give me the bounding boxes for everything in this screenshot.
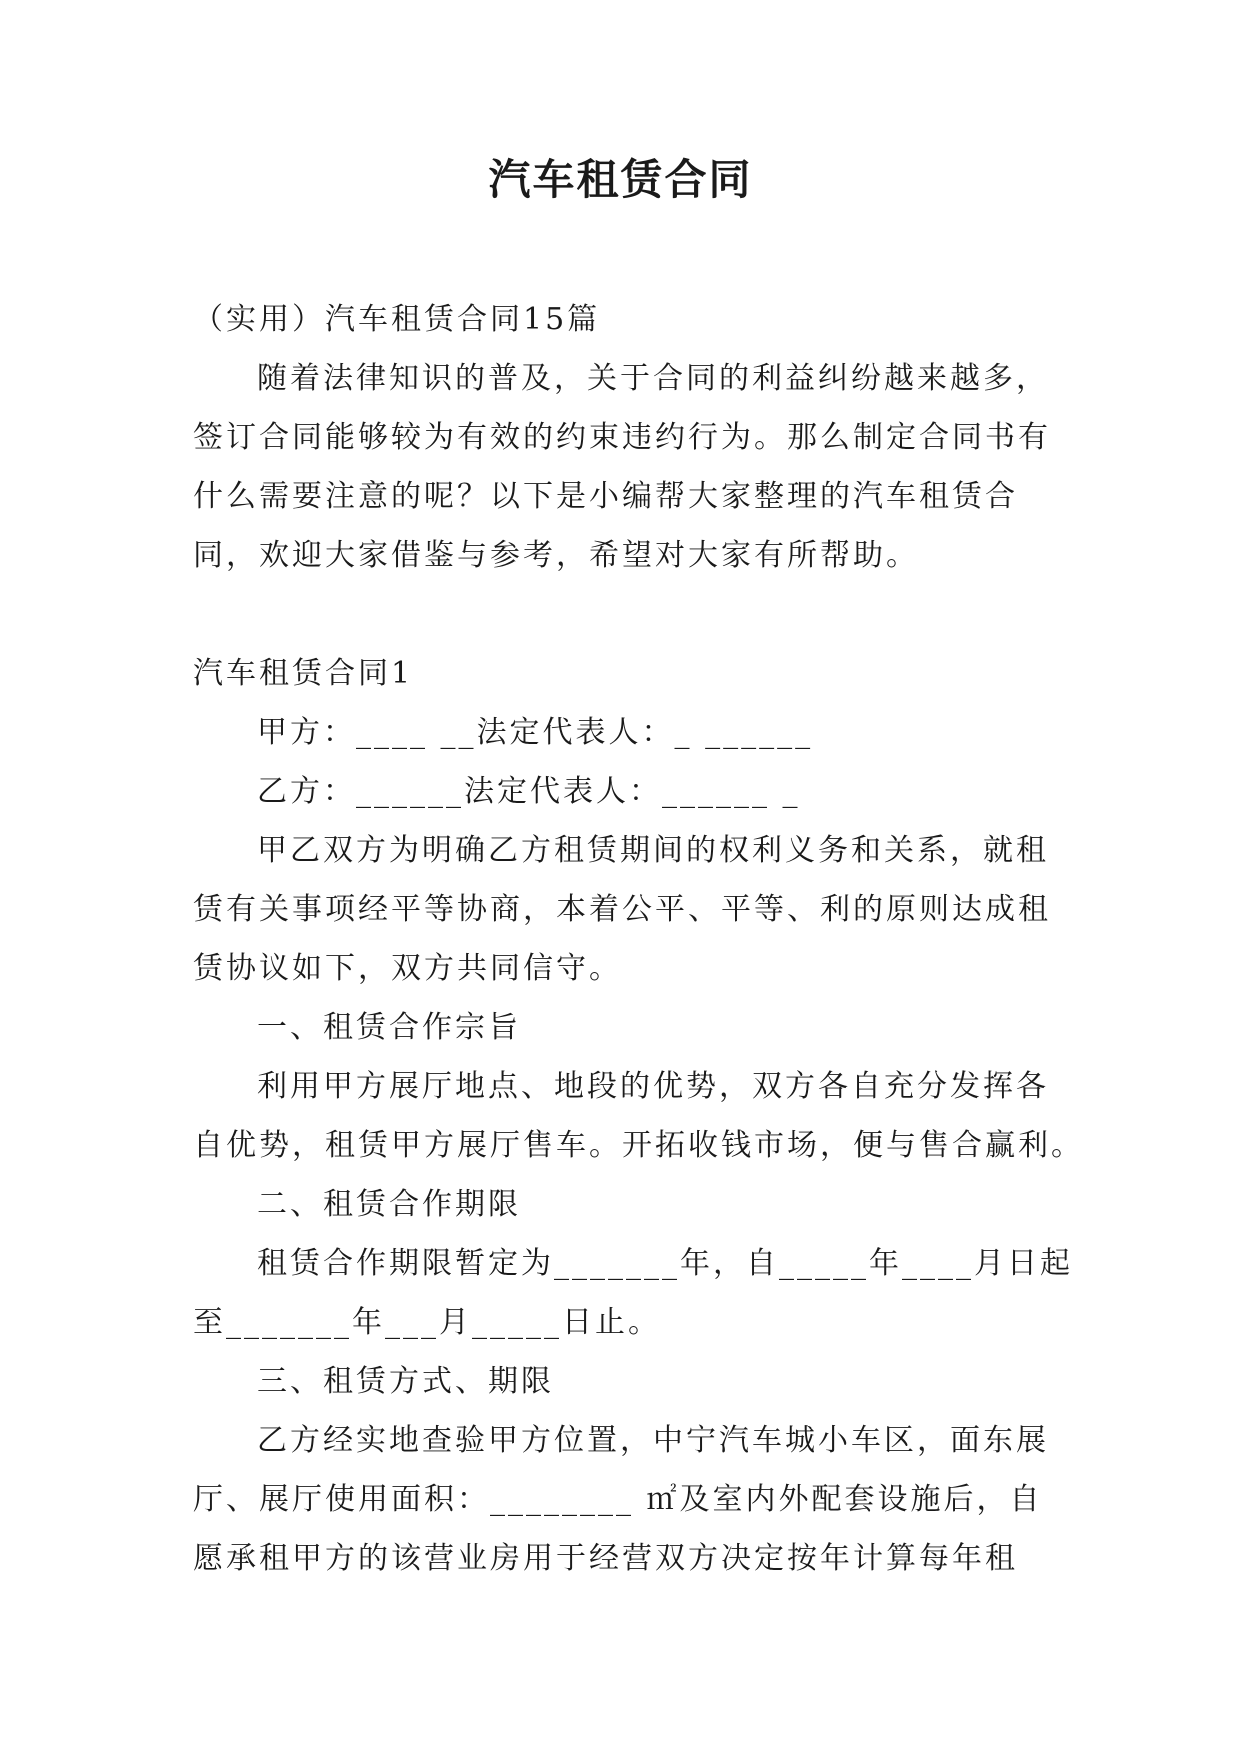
- paragraph-line: 同，欢迎大家借鉴与参考，希望对大家有所帮助。: [193, 538, 919, 573]
- document-title: 汽车租赁合同: [488, 155, 753, 204]
- clause-heading: 二、租赁合作期限: [257, 1187, 521, 1222]
- party-b-line: 乙方：______法定代表人：______ _: [257, 774, 801, 809]
- paragraph-line: 什么需要注意的呢？以下是小编帮大家整理的汽车租赁合: [193, 479, 1018, 514]
- paragraph-line: 愿承租甲方的该营业房用于经营双方决定按年计算每年租: [193, 1541, 1018, 1576]
- paragraph-line: 签订合同能够较为有效的约束违约行为。那么制定合同书有: [193, 420, 1051, 455]
- section-heading: 汽车租赁合同1: [193, 656, 414, 691]
- paragraph-line: 至_______年___月_____日止。: [193, 1305, 661, 1340]
- blank-line: [193, 585, 1053, 644]
- clause-heading: 三、租赁方式、期限: [257, 1364, 554, 1399]
- clause-heading: 一、租赁合作宗旨: [257, 1010, 521, 1045]
- document-body: [193, 290, 1084, 1588]
- paragraph-line: 赁协议如下，双方共同信守。: [193, 951, 622, 986]
- paragraph-line: 甲乙双方为明确乙方租赁期间的权利义务和关系，就租: [257, 833, 1049, 868]
- paragraph-line: 自优势，租赁甲方展厅售车。开拓收钱市场，便与售合赢利。: [193, 1128, 1084, 1163]
- paragraph-line: 利用甲方展厅地点、地段的优势，双方各自充分发挥各: [257, 1069, 1049, 1104]
- paragraph-line: 赁有关事项经平等协商，本着公平、平等、利的原则达成租: [193, 892, 1051, 927]
- paragraph-line: 租赁合作期限暂定为_______年，自_____年____月日起: [257, 1246, 1073, 1281]
- paragraph-line: 厅、展厅使用面积：________ ㎡及室内外配套设施后，自: [193, 1482, 1043, 1517]
- party-a-line: 甲方：____ __法定代表人：_ ______: [257, 715, 814, 750]
- paragraph-line: 随着法律知识的普及，关于合同的利益纠纷越来越多，: [257, 361, 1049, 396]
- paragraph-line: 乙方经实地查验甲方位置，中宁汽车城小车区，面东展: [257, 1423, 1049, 1458]
- paragraph-line: （实用）汽车租赁合同15篇: [193, 302, 601, 337]
